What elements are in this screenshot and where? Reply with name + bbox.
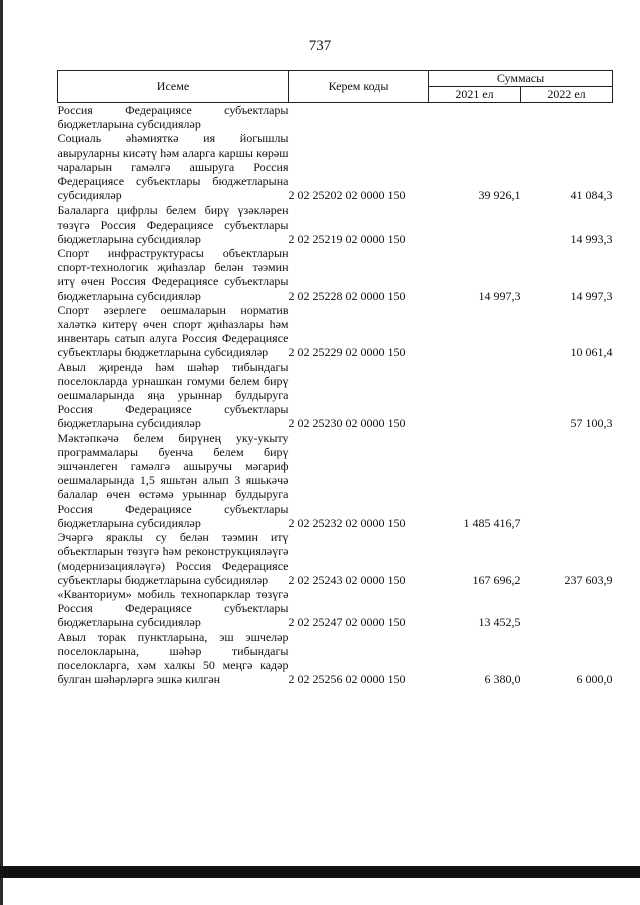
table-row: [58, 360, 613, 431]
row-code: 2 02 25232 02 0000 150: [288, 515, 406, 530]
table-row: [58, 431, 613, 530]
row-value-2021: [429, 303, 521, 360]
table-row: [58, 203, 613, 246]
row-code: [289, 103, 429, 132]
row-name: Авыл җирендә һәм шәһәр тибындагы поселокларда урнашкан гомуми белем бирү оешмаларында яңа урыннар булдыруга Россия Федерациясе субъектлары бюджетларына субсидияләр: [57, 359, 289, 431]
row-value-2021: [429, 203, 521, 246]
budget-table: [57, 70, 613, 686]
row-code: 2 02 25219 02 0000 150: [288, 231, 406, 246]
table-row: [58, 131, 613, 203]
row-value-2022: 14 997,3: [570, 288, 613, 303]
scan-bottom-bar: [0, 866, 640, 878]
row-name: Социаль әһәмияткә ия йогышлы авыруларны кисәтү һәм аларга каршы көрәш чараларын гамәлгә ашыруга Россия Федерациясе субъектлары бюджетларына субсидияләр: [57, 131, 289, 203]
row-value-2021: 13 452,5: [478, 615, 521, 630]
row-name: Мәктәпкәчә белем бирүнең уку-укыту программалары буенча белем бирү эшчәнлеген гамәлгә ашыручы мәгариф оешмаларында 1,5 яшьтән алып 3 яшькәчә балалар өчен өстәмә урыннар булдыруга Россия Федерациясе субъектлары бюджетларына субсидияләр: [57, 430, 289, 530]
row-code: 2 02 25228 02 0000 150: [288, 288, 406, 303]
row-code: 2 02 25256 02 0000 150: [288, 672, 406, 687]
row-name: Балаларга цифрлы белем бирү үзәкләрен төзүгә Россия Федерациясе субъектлары бюджетларына субсидияләр: [57, 203, 289, 246]
row-value-2022: 14 993,3: [570, 231, 613, 246]
table-body: [58, 103, 613, 687]
row-value-2021: [429, 360, 521, 431]
row-value-2022: 237 603,9: [564, 572, 613, 587]
row-value-2022: [521, 103, 613, 132]
table-row: [58, 246, 613, 303]
row-name: Россия Федерациясе субъектлары бюджетларына субсидияләр: [57, 103, 289, 132]
row-value-2021: 6 380,0: [484, 672, 521, 687]
row-code: 2 02 25202 02 0000 150: [288, 188, 406, 203]
row-value-2021: 14 997,3: [478, 288, 521, 303]
row-name: Авыл торак пунктларына, эш эшчеләр поселокларына, шәһәр тибындагы поселокларга, хәм халкы 50 меңгә кадәр булган шәһәрләргә эшкә килгән: [57, 629, 289, 687]
header-year-2022: 2022 ел: [521, 87, 613, 103]
row-code: 2 02 25230 02 0000 150: [288, 416, 406, 431]
row-value-2021: 1 485 416,7: [463, 515, 521, 530]
table-row: [58, 103, 613, 132]
row-name: Эчәргә яраклы су белән тәэмин итү объектларын төзүгә һәм реконструкцияләүгә (модернизацияләүгә) Россия Федерациясе субъектлары бюджетларына субсидияләр: [57, 530, 289, 587]
row-name: «Кванториум» мобиль технопарклар төзүгә Россия Федерациясе субъектлары бюджетларына субсидияләр: [57, 586, 289, 630]
header-year-2021: 2021 ел: [429, 87, 521, 103]
page-number: 737: [308, 38, 332, 54]
row-name: Спорт әзерлеге оешмаларын норматив халәткә китерү өчен спорт җиһазлары һәм инвентарь сатып алуга Россия Федерациясе субъектлары бюджетларына субсидияләр: [57, 302, 289, 360]
row-value-2022: 57 100,3: [570, 416, 613, 431]
table-row: [58, 530, 613, 587]
row-code: 2 02 25229 02 0000 150: [288, 345, 406, 360]
row-code: 2 02 25247 02 0000 150: [288, 615, 406, 630]
header-sums: Суммасы: [429, 71, 613, 87]
header-code: Керем коды: [289, 71, 429, 103]
table-header: [58, 71, 613, 103]
row-value-2022: 6 000,0: [576, 672, 613, 687]
row-value-2021: 39 926,1: [478, 188, 521, 203]
row-value-2021: [429, 103, 521, 132]
header-name: Исеме: [58, 71, 289, 103]
row-value-2022: 41 084,3: [570, 188, 613, 203]
table-row: [58, 587, 613, 630]
table-row: [58, 303, 613, 360]
row-value-2022: [521, 431, 613, 530]
row-value-2022: [521, 587, 613, 630]
row-code: 2 02 25243 02 0000 150: [288, 572, 406, 587]
scan-left-edge: [0, 0, 3, 905]
row-value-2022: 10 061,4: [570, 345, 613, 360]
row-name: Спорт инфраструктурасы объектларын спорт-технологик җиһазлар белән тәэмин итү өчен Россия Федерациясе субъектлары бюджетларына субсидияләр: [57, 246, 289, 303]
table-row: [58, 630, 613, 687]
row-value-2021: 167 696,2: [472, 572, 521, 587]
